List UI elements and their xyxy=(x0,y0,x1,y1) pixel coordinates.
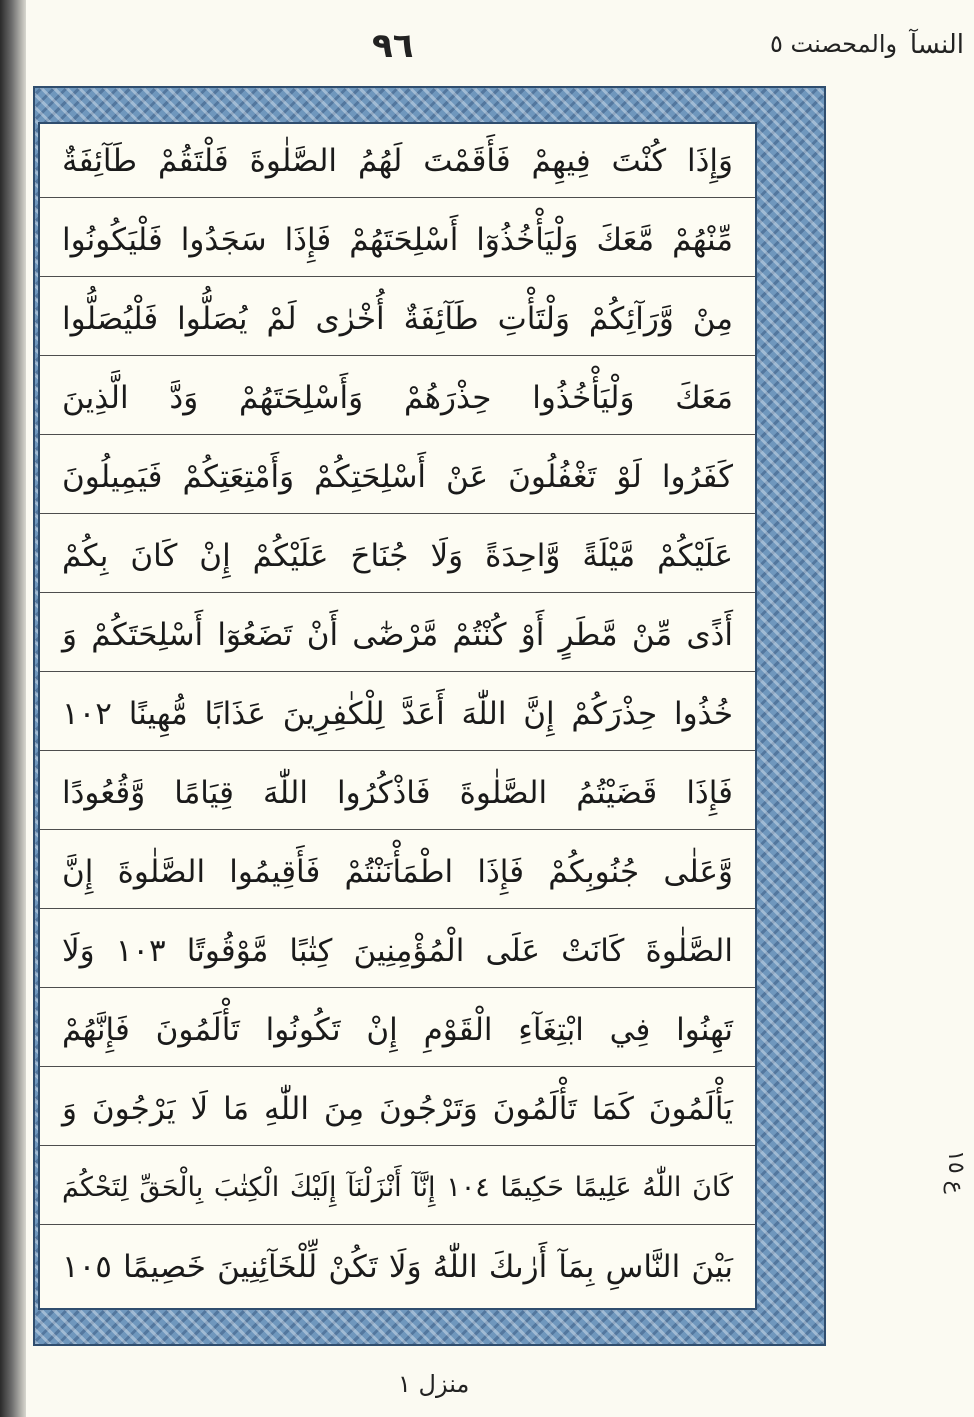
verse-line: الصَّلٰوةَ كَانَتْ عَلَى الْمُؤْمِنِينَ كِتٰبًا مَّوْقُوتًا ١٠٣ وَلَا xyxy=(40,914,755,988)
text-panel xyxy=(38,122,757,1310)
verse-line: مَعَكَ وَلْيَأْخُذُوا حِذْرَهُمْ وَأَسْلِحَتَهُمْ وَدَّ الَّذِينَ xyxy=(40,361,755,435)
manzil-label: منزل ١ xyxy=(398,1370,470,1398)
verse-line: وَّعَلٰى جُنُوبِكُمْ فَإِذَا اطْمَأْنَنْتُمْ فَأَقِيمُوا الصَّلٰوةَ إِنَّ xyxy=(40,835,755,909)
verse-line: مِّنْهُمْ مَّعَكَ وَلْيَأْخُذُوٓا أَسْلِحَتَهُمْ فَإِذَا سَجَدُوا فَلْيَكُونُوا xyxy=(40,203,755,277)
verse-line: كَانَ اللّٰهُ عَلِيمًا حَكِيمًا ١٠٤ إِنَّآ أَنْزَلْنَآ إِلَيْكَ الْكِتٰبَ بِالْحَقِّ لِتَحْكُمَ xyxy=(40,1151,755,1225)
verse-line: خُذُوا حِذْرَكُمْ إِنَّ اللّٰهَ أَعَدَّ لِلْكٰفِرِينَ عَذَابًا مُّهِينًا ١٠٢ xyxy=(40,677,755,751)
verse-line: كَفَرُوا لَوْ تَغْفُلُونَ عَنْ أَسْلِحَتِكُمْ وَأَمْتِعَتِكُمْ فَيَمِيلُونَ xyxy=(40,440,755,514)
verse-line: مِنْ وَّرَآئِكُمْ وَلْتَأْتِ طَآئِفَةٌ أُخْرٰى لَمْ يُصَلُّوا فَلْيُصَلُّوا xyxy=(40,282,755,356)
verse-line: أَذًى مِّنْ مَّطَرٍ أَوْ كُنْتُمْ مَّرْضٰٓى أَنْ تَضَعُوٓا أَسْلِحَتَكُمْ وَ xyxy=(40,598,755,672)
surah-name: النسآ xyxy=(909,30,964,60)
verse-line: يَأْلَمُونَ كَمَا تَأْلَمُونَ وَتَرْجُونَ مِنَ اللّٰهِ مَا لَا يَرْجُونَ وَ xyxy=(40,1072,755,1146)
verse-line: بَيْنَ النَّاسِ بِمَآ أَرٰىكَ اللّٰهُ وَلَا تَكُنْ لِّلْخَآئِنِينَ خَصِيمًا ١٠٥ xyxy=(62,1249,733,1285)
binding-shadow xyxy=(0,0,26,1417)
verse-line: تَهِنُوا فِي ابْتِغَآءِ الْقَوْمِ إِنْ تَكُونُوا تَأْلَمُونَ فَإِنَّهُمْ xyxy=(40,993,755,1067)
verse-line: فَإِذَا قَضَيْتُمُ الصَّلٰوةَ فَاذْكُرُوا اللّٰهَ قِيَامًا وَّقُعُودًا xyxy=(40,756,755,830)
verse-line: وَإِذَا كُنْتَ فِيهِمْ فَأَقَمْتَ لَهُمُ الصَّلٰوةَ فَلْتَقُمْ طَآئِفَةٌ xyxy=(40,124,755,198)
page-number: ٩٦ xyxy=(372,26,414,66)
juz-name: والمحصنت ٥ xyxy=(770,30,898,58)
verse-line: عَلَيْكُمْ مَّيْلَةً وَّاحِدَةً وَلَا جُنَاحَ عَلَيْكُمْ إِنْ كَانَ بِكُمْ xyxy=(40,519,755,593)
ruku-marker: ع ١٥ xyxy=(943,1150,968,1194)
verse-lines xyxy=(40,124,755,1308)
